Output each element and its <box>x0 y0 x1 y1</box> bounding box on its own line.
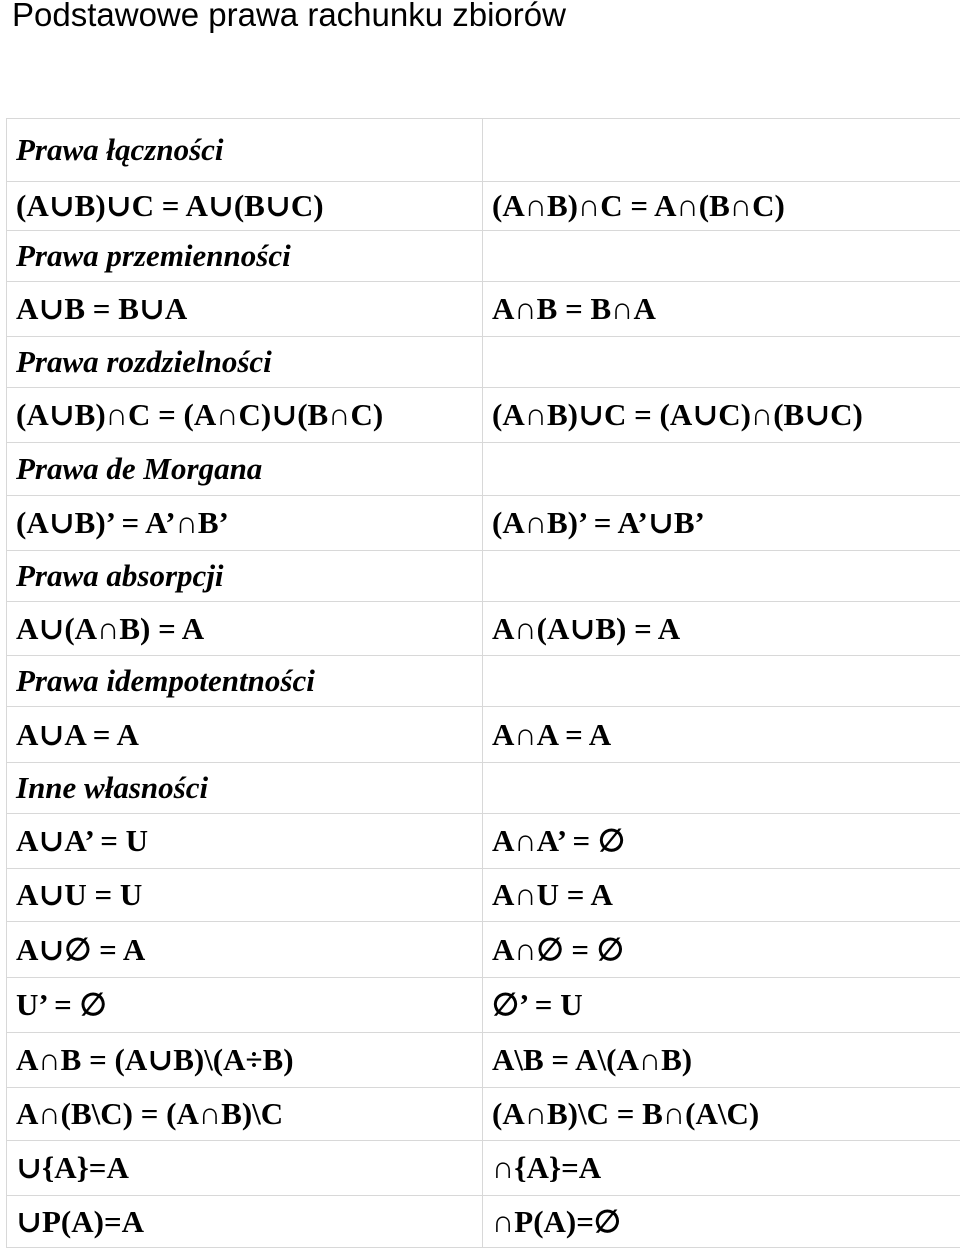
law-union-formula: A∪U = U <box>7 869 483 922</box>
law-intersection-formula: A∩A’ = ∅ <box>483 814 960 869</box>
law-row <box>7 182 960 231</box>
section-header-row <box>7 231 960 282</box>
law-union-formula: A∪∅ = A <box>7 922 483 978</box>
law-intersection-formula: A\B = A\(A∩B) <box>483 1033 960 1088</box>
law-row <box>7 869 960 922</box>
law-row <box>7 707 960 763</box>
law-intersection-formula: ∅’ = U <box>483 978 960 1033</box>
law-row <box>7 978 960 1033</box>
section-empty-cell <box>483 337 960 388</box>
law-union-formula: A∪A = A <box>7 707 483 763</box>
law-intersection-formula: A∩B = B∩A <box>483 282 960 337</box>
law-union-formula: (A∪B)∩C = (A∩C)∪(B∩C) <box>7 388 483 443</box>
section-header-row <box>7 443 960 496</box>
law-row <box>7 922 960 978</box>
law-union-formula: (A∪B)’ = A’∩B’ <box>7 496 483 551</box>
laws-table <box>6 118 960 1248</box>
law-row <box>7 282 960 337</box>
law-intersection-formula: (A∩B)’ = A’∪B’ <box>483 496 960 551</box>
law-union-formula: A∪A’ = U <box>7 814 483 869</box>
section-title: Prawa łączności <box>7 119 483 182</box>
law-row <box>7 602 960 656</box>
section-header-row <box>7 119 960 182</box>
law-union-formula: A∪B = B∪A <box>7 282 483 337</box>
law-union-formula: A∩(B\C) = (A∩B)\C <box>7 1088 483 1141</box>
section-title: Prawa absorpcji <box>7 551 483 602</box>
section-header-row <box>7 656 960 707</box>
section-title: Prawa idempotentności <box>7 656 483 707</box>
law-intersection-formula: A∩U = A <box>483 869 960 922</box>
law-row <box>7 1196 960 1248</box>
law-union-formula: A∩B = (A∪B)\(A÷B) <box>7 1033 483 1088</box>
law-row <box>7 1033 960 1088</box>
law-row <box>7 1141 960 1196</box>
section-header-row <box>7 763 960 814</box>
section-title: Prawa de Morgana <box>7 443 483 496</box>
section-header-row <box>7 337 960 388</box>
law-intersection-formula: (A∩B)\C = B∩(A\C) <box>483 1088 960 1141</box>
section-title: Prawa przemienności <box>7 231 483 282</box>
section-empty-cell <box>483 551 960 602</box>
section-empty-cell <box>483 656 960 707</box>
section-title: Prawa rozdzielności <box>7 337 483 388</box>
law-union-formula: (A∪B)∪C = A∪(B∪C) <box>7 182 483 231</box>
law-union-formula: ∪P(A)=A <box>7 1196 483 1248</box>
law-row <box>7 814 960 869</box>
law-row <box>7 388 960 443</box>
law-intersection-formula: (A∩B)∪C = (A∪C)∩(B∪C) <box>483 388 960 443</box>
law-row <box>7 1088 960 1141</box>
section-empty-cell <box>483 763 960 814</box>
law-intersection-formula: A∩A = A <box>483 707 960 763</box>
section-header-row <box>7 551 960 602</box>
law-union-formula: ∪{A}=A <box>7 1141 483 1196</box>
section-title: Inne własności <box>7 763 483 814</box>
law-union-formula: U’ = ∅ <box>7 978 483 1033</box>
section-empty-cell <box>483 119 960 182</box>
law-intersection-formula: (A∩B)∩C = A∩(B∩C) <box>483 182 960 231</box>
section-empty-cell <box>483 443 960 496</box>
law-row <box>7 496 960 551</box>
law-intersection-formula: ∩{A}=A <box>483 1141 960 1196</box>
law-intersection-formula: A∩(A∪B) = A <box>483 602 960 656</box>
law-intersection-formula: ∩P(A)=∅ <box>483 1196 960 1248</box>
page-title: Podstawowe prawa rachunku zbiorów <box>12 0 566 34</box>
section-empty-cell <box>483 231 960 282</box>
law-union-formula: A∪(A∩B) = A <box>7 602 483 656</box>
law-intersection-formula: A∩∅ = ∅ <box>483 922 960 978</box>
laws-table-body <box>7 119 960 1248</box>
